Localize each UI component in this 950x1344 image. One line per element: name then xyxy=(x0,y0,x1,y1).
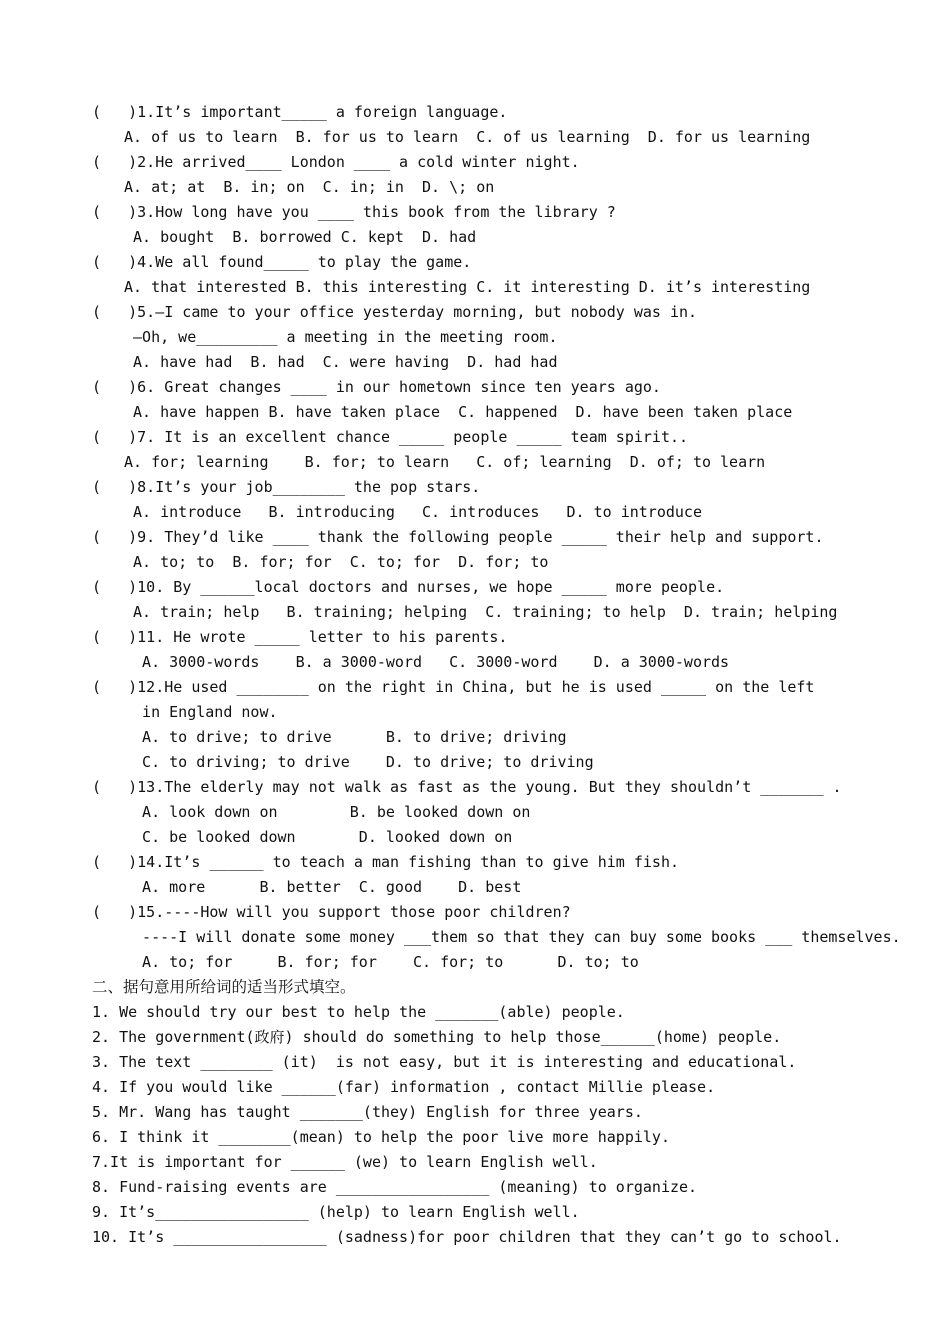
fill-blank-item-9: 9. It’s_________________ (help) to learn English well. xyxy=(92,1203,580,1221)
question-14-options: A. more B. better C. good D. best xyxy=(124,878,522,896)
question-12-options-cd: C. to driving; to drive D. to drive; to driving xyxy=(124,753,594,771)
question-15-options: A. to; for B. for; for C. for; to D. to; to xyxy=(124,953,639,971)
question-9-stem: ( )9. They’d like ____ thank the following people _____ their help and support. xyxy=(92,528,824,546)
question-13-options-cd: C. be looked down D. looked down on xyxy=(124,828,513,846)
question-5-options: A. have had B. had C. were having D. had had xyxy=(124,353,558,371)
question-3-options: A. bought B. borrowed C. kept D. had xyxy=(124,228,477,246)
question-13-stem: ( )13.The elderly may not walk as fast as the young. But they shouldn’t _______ . xyxy=(92,778,842,796)
question-7-options: A. for; learning B. for; to learn C. of; learning D. of; to learn xyxy=(124,453,766,471)
question-15-stem: ( )15.----How will you support those poor children? xyxy=(92,903,571,921)
question-12-continuation: in England now. xyxy=(124,703,278,721)
question-10-stem: ( )10. By ______local doctors and nurses, we hope _____ more people. xyxy=(92,578,725,596)
question-7-stem: ( )7. It is an excellent chance _____ people _____ team spirit.. xyxy=(92,428,689,446)
question-11-options: A. 3000-words B. a 3000-word C. 3000-word D. a 3000-words xyxy=(124,653,730,671)
fill-blank-item-2: 2. The government(政府) should do something to help those______(home) people. xyxy=(92,1028,782,1046)
question-2-options: A. at; at B. in; on C. in; in D. \; on xyxy=(124,178,495,196)
fill-blank-item-3: 3. The text ________ (it) is not easy, but it is interesting and educational. xyxy=(92,1053,797,1071)
question-8-options: A. introduce B. introducing C. introduces D. to introduce xyxy=(124,503,702,521)
question-4-stem: ( )4.We all found_____ to play the game. xyxy=(92,253,472,271)
question-14-stem: ( )14.It’s ______ to teach a man fishing than to give him fish. xyxy=(92,853,679,871)
question-5-stem: ( )5.—I came to your office yesterday morning, but nobody was in. xyxy=(92,303,698,321)
question-2-stem: ( )2.He arrived____ London ____ a cold winter night. xyxy=(92,153,580,171)
question-13-options-ab: A. look down on B. be looked down on xyxy=(124,803,531,821)
section-2-heading: 二、据句意用所给词的适当形式填空。 xyxy=(92,978,356,996)
question-11-stem: ( )11. He wrote _____ letter to his parents. xyxy=(92,628,508,646)
question-1-options: A. of us to learn B. for us to learn C. of us learning D. for us learning xyxy=(124,128,811,146)
fill-blank-item-4: 4. If you would like ______(far) information , contact Millie please. xyxy=(92,1078,716,1096)
question-10-options: A. train; help B. training; helping C. training; to help D. train; helping xyxy=(124,603,838,621)
fill-blank-item-5: 5. Mr. Wang has taught _______(they) English for three years. xyxy=(92,1103,643,1121)
question-1-stem: ( )1.It’s important_____ a foreign language. xyxy=(92,103,508,121)
question-12-stem: ( )12.He used ________ on the right in China, but he is used _____ on the left xyxy=(92,678,815,696)
fill-blank-item-8: 8. Fund-raising events are _________________ (meaning) to organize. xyxy=(92,1178,698,1196)
question-9-options: A. to; to B. for; for C. to; for D. for; to xyxy=(124,553,549,571)
question-6-stem: ( )6. Great changes ____ in our hometown since ten years ago. xyxy=(92,378,661,396)
fill-blank-item-6: 6. I think it ________(mean) to help the poor live more happily. xyxy=(92,1128,670,1146)
question-5-reply: —Oh, we_________ a meeting in the meeting room. xyxy=(124,328,558,346)
fill-blank-item-1: 1. We should try our best to help the _______(able) people. xyxy=(92,1003,625,1021)
question-3-stem: ( )3.How long have you ____ this book from the library ? xyxy=(92,203,616,221)
question-15-reply: ----I will donate some money ___them so that they can buy some books ___ themselves. xyxy=(124,928,901,946)
fill-blank-item-10: 10. It’s _________________ (sadness)for poor children that they can’t go to school. xyxy=(92,1228,842,1246)
question-8-stem: ( )8.It’s your job________ the pop stars. xyxy=(92,478,481,496)
fill-blank-item-7: 7.It is important for ______ (we) to learn English well. xyxy=(92,1153,598,1171)
question-6-options: A. have happen B. have taken place C. happened D. have been taken place xyxy=(124,403,793,421)
question-12-options-ab: A. to drive; to drive B. to drive; driving xyxy=(124,728,567,746)
question-4-options: A. that interested B. this interesting C. it interesting D. it’s interesting xyxy=(124,278,811,296)
